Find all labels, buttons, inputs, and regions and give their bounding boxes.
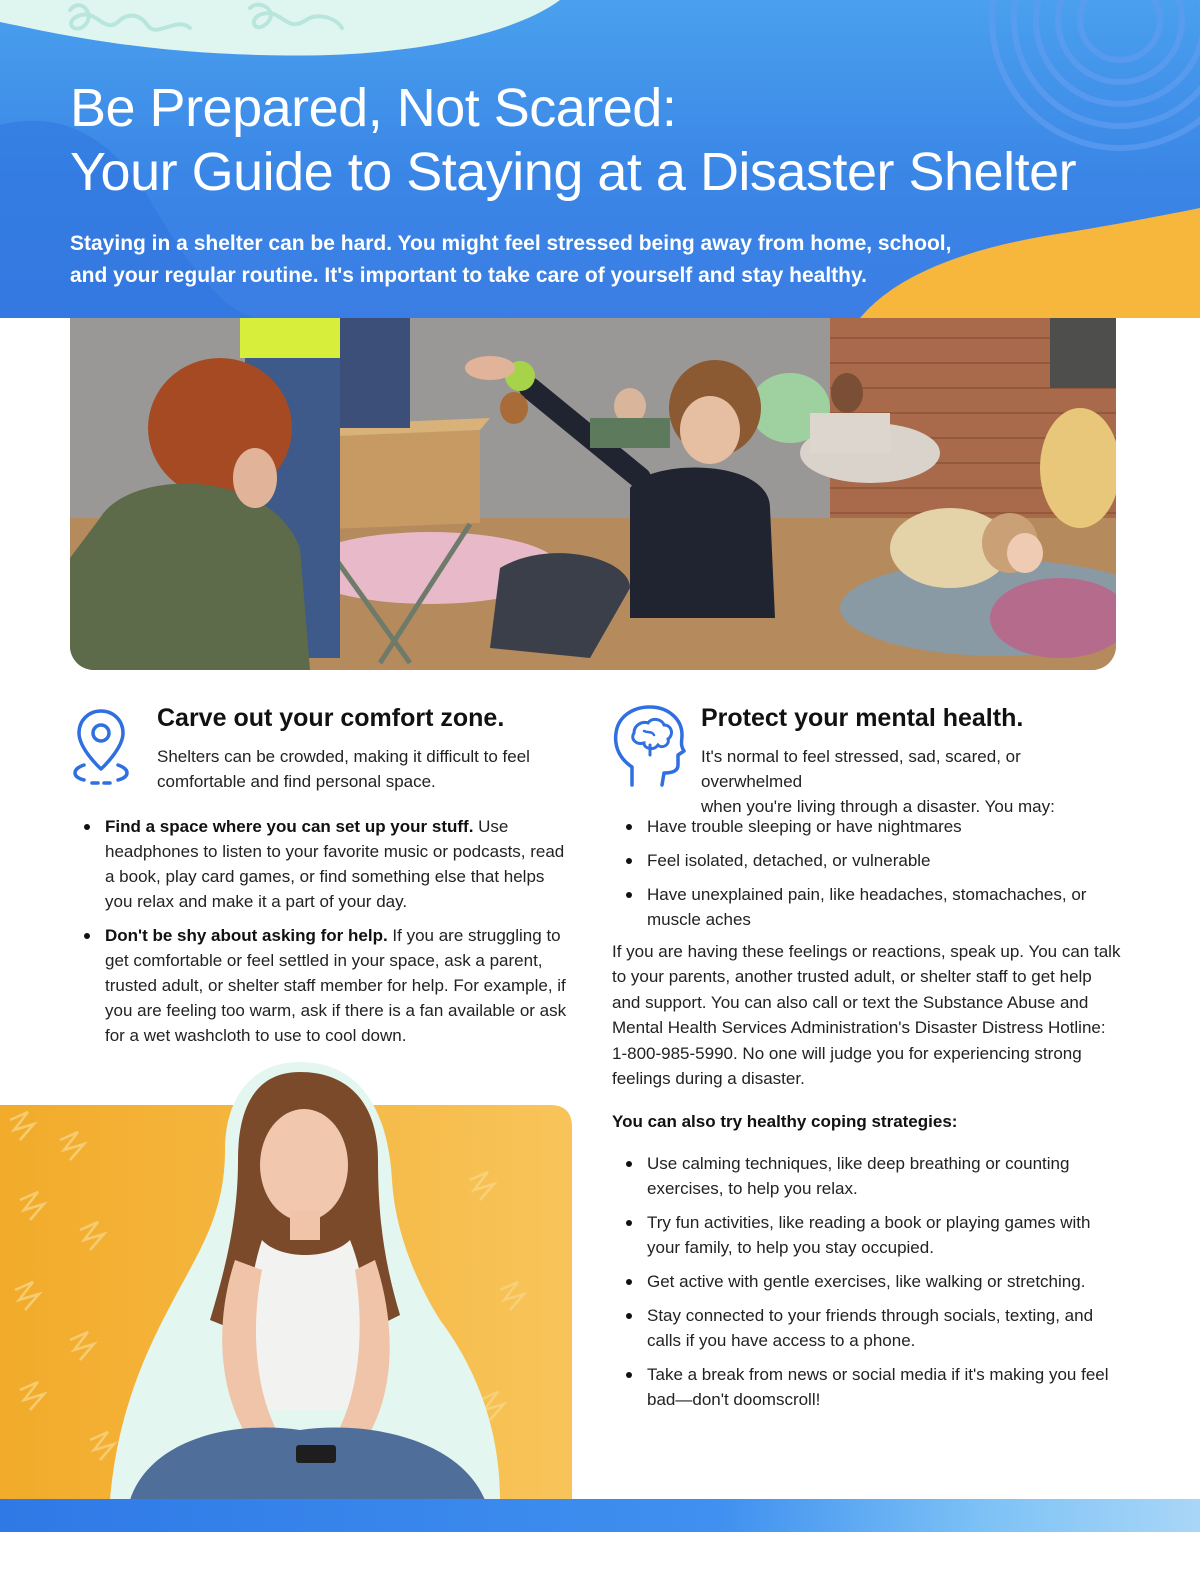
- page-title-line-1: Be Prepared, Not Scared:: [70, 78, 677, 138]
- list-item: Have unexplained pain, like headaches, stomachaches, or muscle aches: [612, 882, 1122, 932]
- page-subtitle: [70, 228, 1010, 292]
- list-item: Try fun activities, like reading a book or playing games with your family, to help you stay occupied.: [612, 1210, 1122, 1260]
- comfort-zone-tips: [70, 814, 570, 1048]
- symptom-list: [612, 814, 1122, 932]
- mental-health-intro-line-1: It's normal to feel stressed, sad, scared, or overwhelmed: [701, 747, 1021, 791]
- list-item: [70, 923, 570, 1048]
- tip-text: Use headphones to listen to your favorite music or podcasts, read a book, play card games, or find something else that helps you relax and make it a part of your day.: [105, 817, 565, 911]
- header-banner: [0, 0, 1200, 318]
- comfort-zone-intro-line-2: comfortable and find personal space.: [157, 772, 436, 791]
- list-item: Take a break from news or social media if it's making you feel bad—don't doomscroll!: [612, 1362, 1122, 1412]
- page-title-line-2: Your Guide to Staying at a Disaster Shelter: [70, 142, 1077, 202]
- mental-health-intro: [701, 744, 1122, 819]
- teen-photo: [0, 1060, 575, 1500]
- shelter-photo: [70, 318, 1116, 670]
- list-item: Have trouble sleeping or have nightmares: [612, 814, 1122, 839]
- page-subtitle-line-1: Staying in a shelter can be hard. You might feel stressed being away from home, school,: [70, 232, 952, 255]
- coping-list: [612, 1151, 1122, 1412]
- list-item: Use calming techniques, like deep breathing or counting exercises, to help you relax.: [612, 1151, 1122, 1201]
- page-title: [70, 76, 1170, 204]
- brain-head-icon: [612, 703, 688, 789]
- footer-band: [0, 1499, 1200, 1532]
- tip-lead: Find a space where you can set up your stuff.: [105, 817, 474, 836]
- list-item: Stay connected to your friends through socials, texting, and calls if you have access to a phone.: [612, 1303, 1122, 1353]
- shelter-scene-illustration: [70, 318, 1116, 670]
- mental-health-intro-line-2: when you're living through a disaster. You may:: [701, 797, 1055, 816]
- list-item: [70, 814, 570, 914]
- list-item: Feel isolated, detached, or vulnerable: [612, 848, 1122, 873]
- tip-text: If you are struggling to get comfortable or feel settled in your space, ask a parent, trusted adult, or shelter staff member for help. For example, if you are feeling too warm, ask if there is a fan available or ask for a wet washcloth to use to cool down.: [105, 926, 567, 1045]
- mental-health-title: Protect your mental health.: [701, 704, 1024, 732]
- location-pin-icon: [70, 707, 132, 789]
- coping-heading: You can also try healthy coping strategies:: [612, 1112, 958, 1131]
- list-item: Get active with gentle exercises, like walking or stretching.: [612, 1269, 1122, 1294]
- teen-illustration: [0, 1060, 575, 1500]
- comfort-zone-intro-line-1: Shelters can be crowded, making it difficult to feel: [157, 747, 530, 766]
- page-subtitle-line-2: and your regular routine. It's important to take care of yourself and stay healthy.: [70, 264, 867, 287]
- speak-up-paragraph: If you are having these feelings or reactions, speak up. You can talk to your parents, another trusted adult, or shelter staff to get help and support. You can also call or text the Substance Abuse and Mental Health Services Administration's Disaster Distress Hotline: 1-800-985-5990. No one will judge you for experiencing strong feelings during a disaster.: [612, 942, 1121, 1089]
- comfort-zone-intro: [157, 744, 570, 794]
- tip-lead: Don't be shy about asking for help.: [105, 926, 388, 945]
- comfort-zone-title: Carve out your comfort zone.: [157, 704, 505, 732]
